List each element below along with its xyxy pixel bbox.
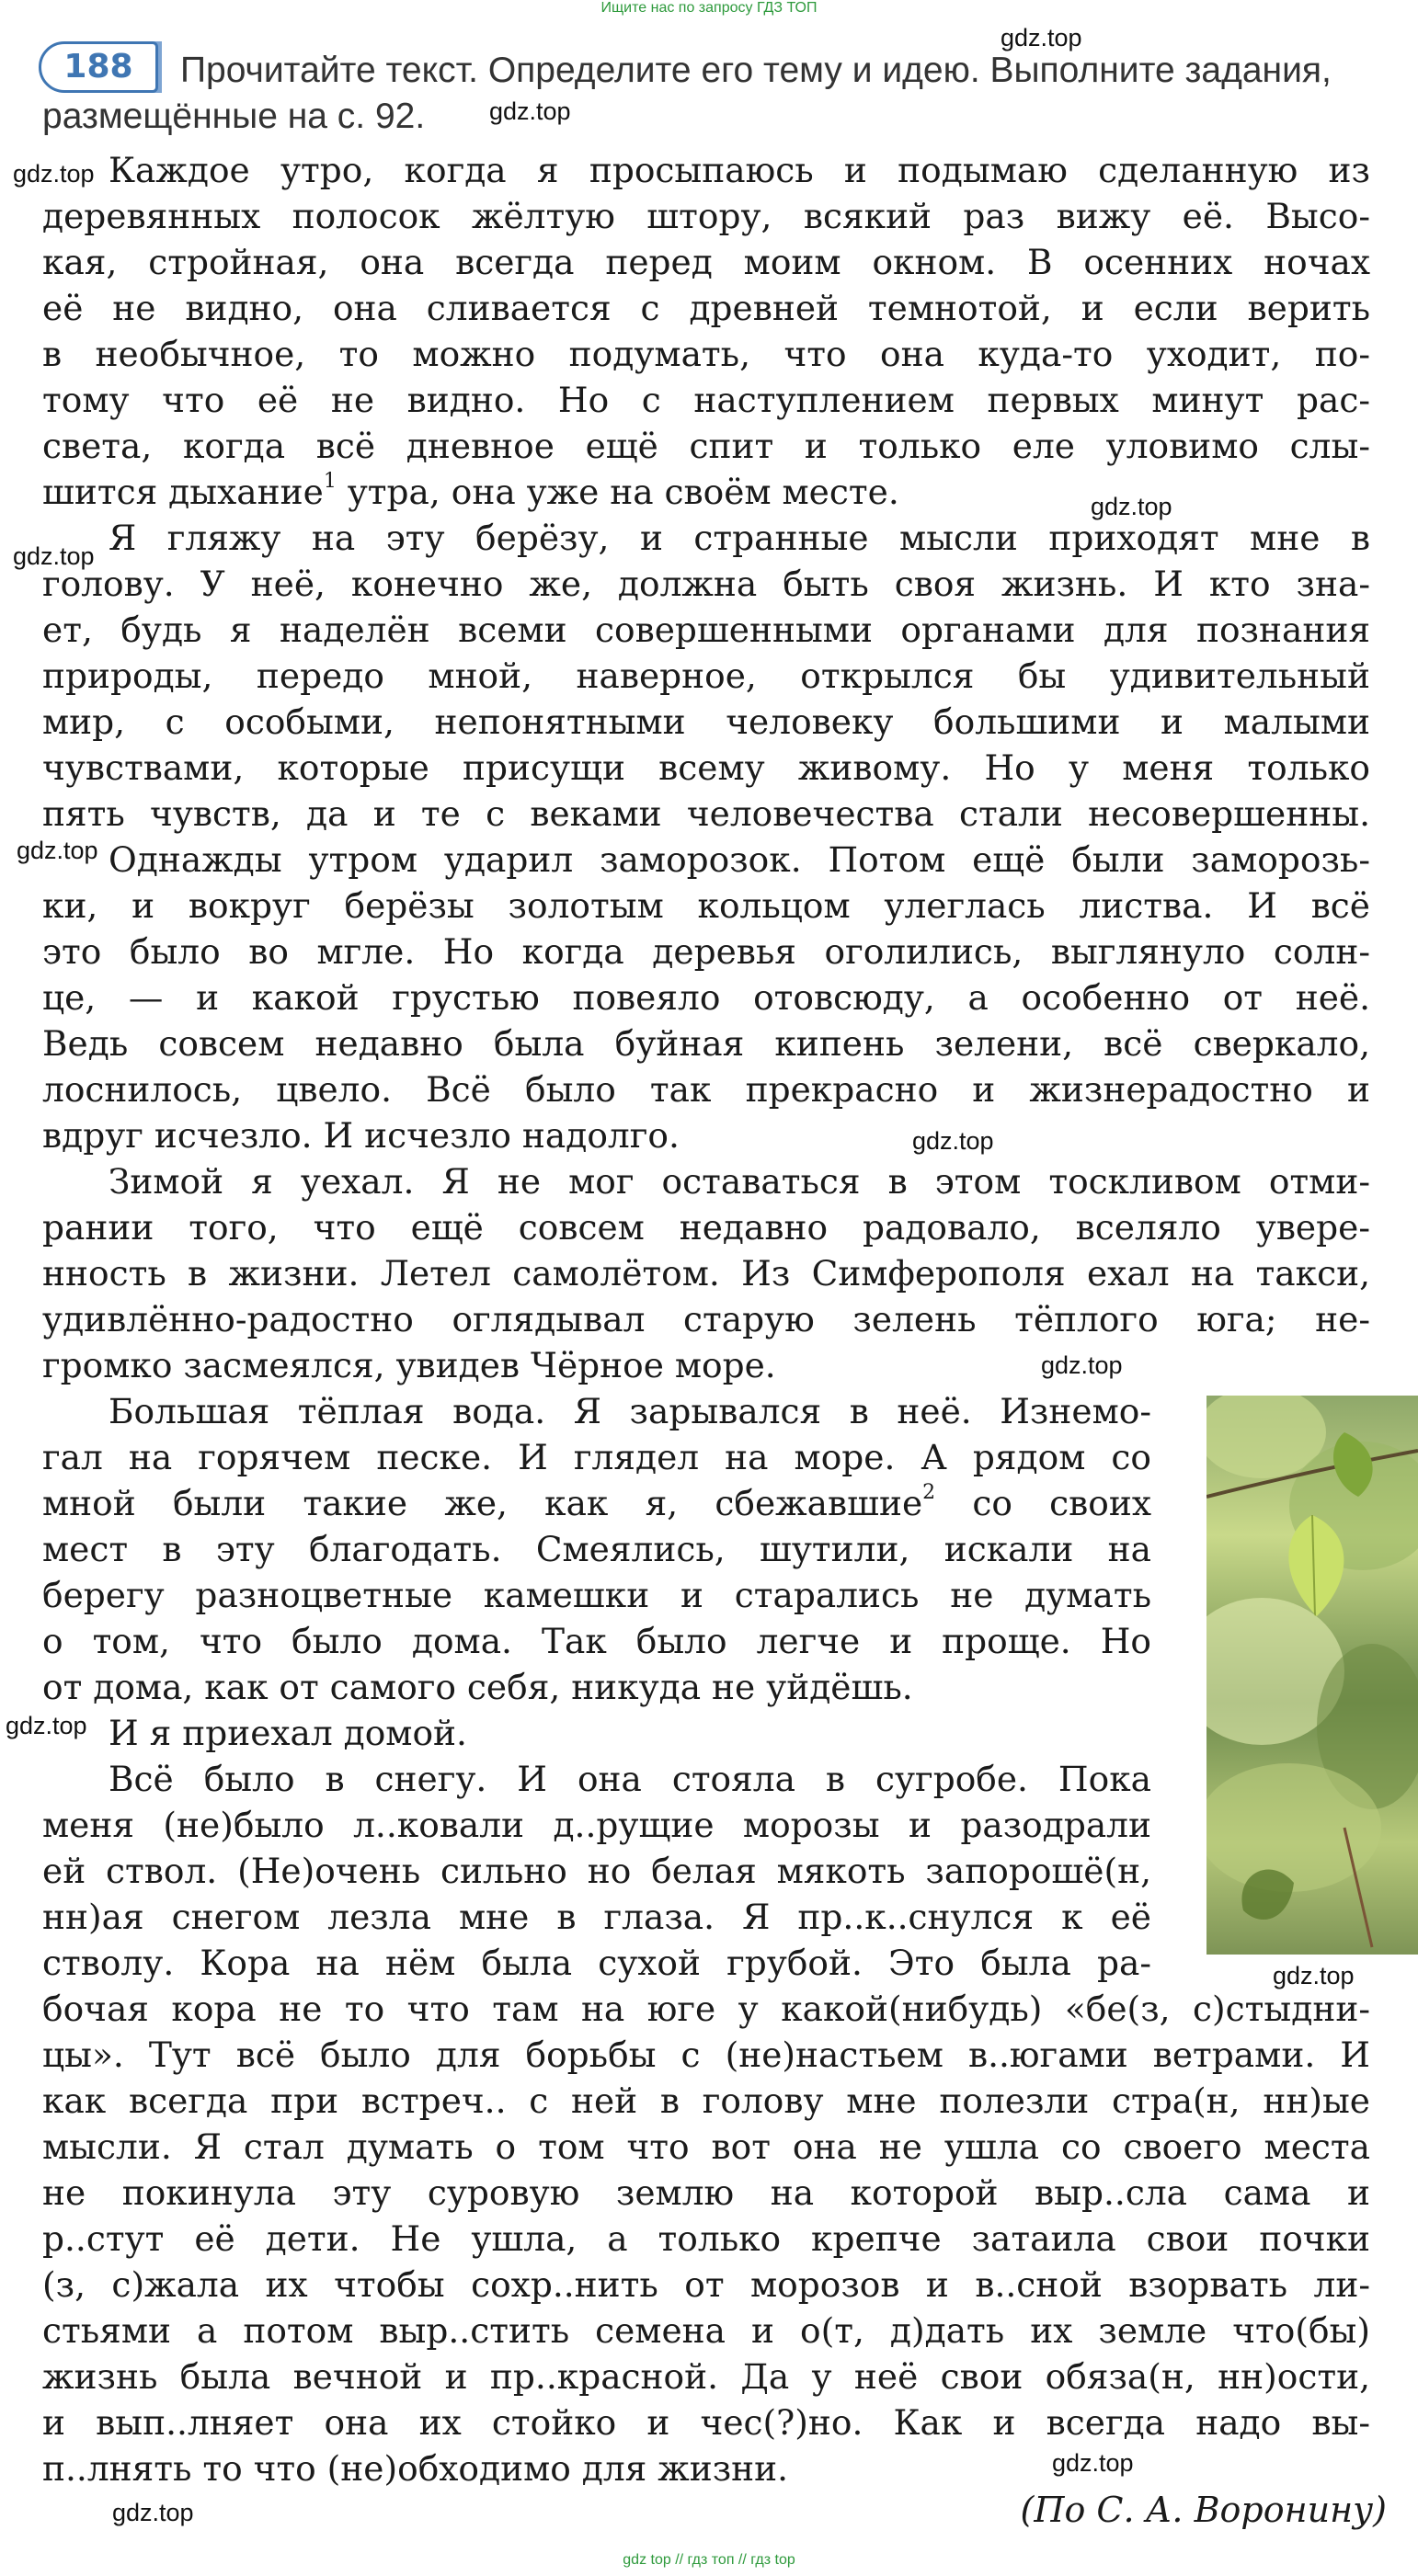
watermark: gdz.top <box>17 837 98 864</box>
text-line: Большая тёплая вода. Я зарывался в неё. Изнемо- <box>109 1391 1151 1431</box>
text-line: мест в эту благодать. Смеялись, шутили, искали на <box>42 1529 1151 1569</box>
text-line: вдруг исчезло. И исчезло надолго. <box>42 1115 680 1156</box>
text-line: мысли. Я стал думать о том что вот она не ушла со своего места <box>42 2126 1370 2167</box>
text-line: голову. У неё, конечно же, должна быть своя жизнь. И кто зна- <box>42 564 1370 604</box>
text-line: деревянных полосок жёлтую штору, всякий раз вижу её. Высо- <box>42 196 1370 236</box>
watermark: gdz.top <box>13 542 95 570</box>
text-line: берегу разноцветные камешки и старались не думать <box>42 1575 1151 1615</box>
text-fragment: шится дыхание <box>42 472 324 512</box>
text-fragment: со своих <box>972 1483 1151 1523</box>
text-line: удивлённо-радостно оглядывал старую зелень тёплого юга; не- <box>42 1299 1370 1339</box>
watermark: gdz.top <box>1041 1351 1123 1379</box>
text-fragment: утра, она уже на своём месте. <box>347 472 899 512</box>
watermark: gdz.top <box>489 97 571 125</box>
watermark: gdz.top <box>1091 493 1172 520</box>
footnote-mark: 1 <box>323 470 337 493</box>
watermark: gdz.top <box>13 160 95 188</box>
text-line: Ведь совсем недавно была буйная кипень зелени, всё сверкало, <box>42 1023 1370 1064</box>
text-line: бочая кора не то что там на юге у какой(нибудь) «бе(з, с)стыдни- <box>42 1989 1370 2029</box>
watermark: gdz.top <box>112 2499 194 2526</box>
text-line: природы, передо мной, наверное, открылся бы удивительный <box>42 655 1370 696</box>
watermark: gdz.top <box>912 1127 994 1155</box>
text-line: п..лнять то что (не)обходимо для жизни. <box>42 2448 789 2489</box>
watermark: gdz.top <box>1001 24 1082 51</box>
text-line: рании того, что ещё совсем недавно радовало, вселяло увере- <box>42 1207 1370 1248</box>
text-line: И я приехал домой. <box>109 1713 467 1753</box>
text-line: в необычное, то можно подумать, что она куда-то уходит, по- <box>42 334 1370 374</box>
text-line: це, — и какой грустью повеяло отовсюду, а особенно от неё. <box>42 977 1370 1018</box>
text-line: Каждое утро, когда я просыпаюсь и подымаю сделанную из <box>109 150 1370 190</box>
text-line: Всё было в снегу. И она стояла в сугробе. Пока <box>109 1759 1151 1799</box>
text-line <box>42 1480 1151 1526</box>
text-line: жизнь была вечной и пр..красной. Да у неё свои обяза(н, нн)ости, <box>42 2356 1370 2397</box>
text-line: кая, стройная, она всегда перед моим окном. В осенних ночах <box>42 242 1370 282</box>
task-instruction-continued: размещённые на с. 92. <box>42 97 426 136</box>
text-line: цы». Тут всё было для борьбы с (не)настьем в..югами ветрами. И <box>42 2035 1370 2075</box>
birch-leaves-photo <box>1206 1396 1418 1955</box>
text-line: стьями а потом выр..стить семена и о(т, д)дать их земле что(бы) <box>42 2310 1370 2351</box>
text-line: гал на горячем песке. И глядел на море. А рядом со <box>42 1437 1151 1477</box>
text-line: пять чувств, да и те с веками человечества стали несовершенны. <box>42 793 1370 834</box>
text-line: Зимой я уехал. Я не мог оставаться в этом тоскливом отми- <box>109 1161 1370 1202</box>
leaves-illustration <box>1206 1396 1418 1955</box>
text-line: р..стут её дети. Не ушла, а только крепче затаила свои почки <box>42 2218 1370 2259</box>
watermark: gdz.top <box>1273 1962 1355 1989</box>
text-line: ет, будь я наделён всеми совершенными органами для познания <box>42 610 1370 650</box>
watermark: gdz.top <box>6 1712 87 1739</box>
bottom-banner: gdz top // гдз топ // гдз top <box>623 2552 795 2568</box>
text-line: ей ствол. (Не)очень сильно но белая мякоть запорошё(н, <box>42 1851 1151 1891</box>
task-instruction: Прочитайте текст. Определите его тему и идею. Выполните задания, <box>180 51 1332 90</box>
footnote-mark: 2 <box>922 1481 936 1504</box>
text-line: мир, с особыми, непонятными человеку большими и малыми <box>42 701 1370 742</box>
text-line: громко засмеялся, увидев Чёрное море. <box>42 1345 776 1385</box>
top-banner: Ищите нас по запросу ГДЗ ТОП <box>600 0 818 16</box>
text-line: о том, что было дома. Так было легче и проще. Но <box>42 1621 1151 1661</box>
text-line: это было во мгле. Но когда деревья оголились, выглянуло солн- <box>42 931 1370 972</box>
text-line: света, когда всё дневное ещё спит и только еле уловимо слы- <box>42 426 1370 466</box>
text-line: от дома, как от самого себя, никуда не уйдёшь. <box>42 1667 913 1707</box>
text-line: тому что её не видно. Но с наступлением первых минут рас- <box>42 380 1370 420</box>
text-line: и вып..лняет она их стойко и чес(?)но. Как и всегда надо вы- <box>42 2402 1370 2443</box>
text-line: её не видно, она сливается с древней темнотой, и если верить <box>42 288 1370 328</box>
text-line <box>42 469 1370 515</box>
text-line: меня (не)было л..ковали д..рущие морозы и разодрали <box>42 1805 1151 1845</box>
text-line: стволу. Кора на нём была сухой грубой. Это была ра- <box>42 1943 1151 1983</box>
text-line: (з, с)жала их чтобы сохр..нить от морозов и в..сной взорвать ли- <box>42 2264 1370 2305</box>
text-line: ки, и вокруг берёзы золотым кольцом улеглась листва. И всё <box>42 885 1370 926</box>
task-number-badge: 188 <box>39 41 158 93</box>
text-line: лоснилось, цвело. Всё было так прекрасно и жизнерадостно и <box>42 1069 1370 1110</box>
author-attribution: (По С. А. Воронину) <box>1020 2490 1387 2530</box>
text-line: не покинула эту суровую землю на которой выр..сла сама и <box>42 2172 1370 2213</box>
watermark: gdz.top <box>1052 2449 1134 2477</box>
text-line: нность в жизни. Летел самолётом. Из Симферополя ехал на такси, <box>42 1253 1370 1294</box>
text-line: чувствами, которые присущи всему живому. Но у меня только <box>42 747 1370 788</box>
text-fragment: мной были такие же, как я, сбежавшие <box>42 1483 923 1523</box>
text-line: нн)ая снегом лезла мне в глаза. Я пр..к..снулся к её <box>42 1897 1151 1937</box>
text-line: Однажды утром ударил заморозок. Потом ещё были заморозь- <box>109 839 1370 880</box>
text-line: как всегда при встреч.. с ней в голову мне полезли стра(н, нн)ые <box>42 2080 1370 2121</box>
text-line: Я гляжу на эту берёзу, и странные мысли приходят мне в <box>109 518 1370 558</box>
